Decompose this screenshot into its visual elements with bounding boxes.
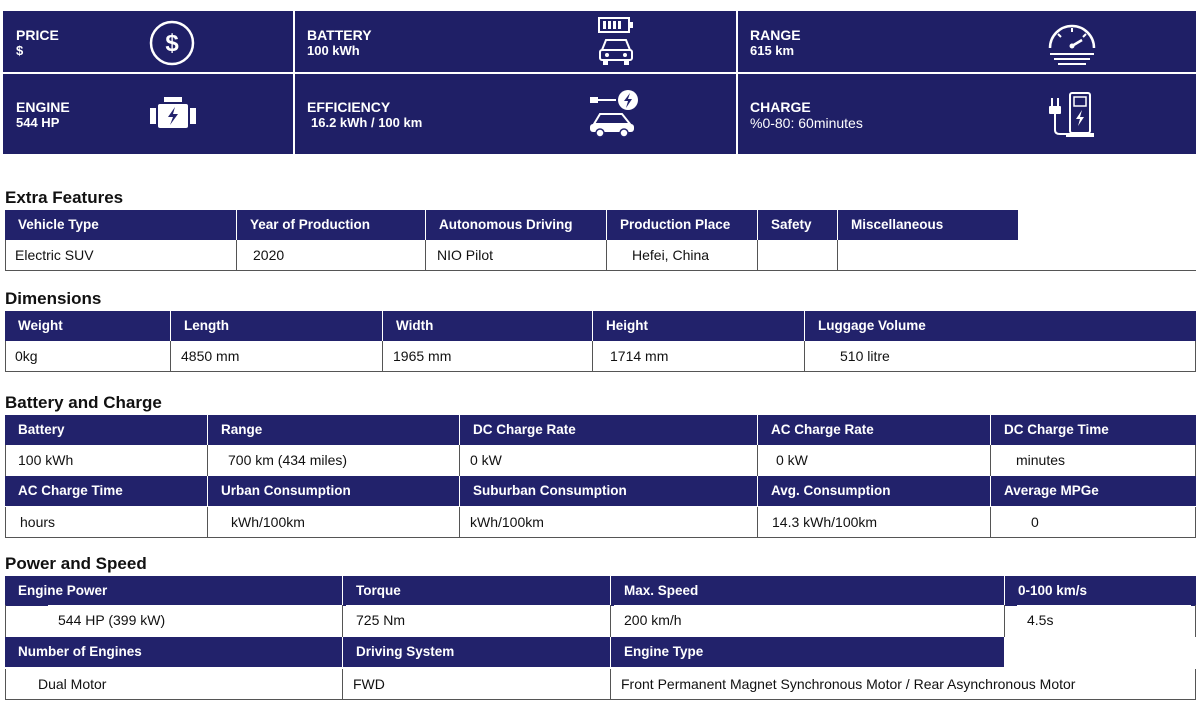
battery-value: 100 kWh <box>307 43 360 58</box>
header-divider <box>459 476 460 507</box>
table-border <box>170 341 171 372</box>
td-dc-charge-rate: 0 kW <box>460 445 757 475</box>
section-title-extra-features: Extra Features <box>5 188 124 207</box>
table-border <box>459 507 460 538</box>
table-border <box>1004 605 1005 637</box>
th-miscellaneous: Miscellaneous <box>838 210 1018 240</box>
th-vehicle-type: Vehicle Type <box>5 210 236 240</box>
table-border <box>757 445 758 476</box>
th-weight: Weight <box>5 311 170 341</box>
td-range: 700 km (434 miles) <box>218 445 459 475</box>
td-suburban-consumption: kWh/100km <box>460 507 757 537</box>
th-autonomous-driving: Autonomous Driving <box>426 210 606 240</box>
td-ac-charge-rate: 0 kW <box>766 445 990 475</box>
table-border <box>425 240 426 271</box>
table-border <box>207 507 208 538</box>
table-border <box>757 240 758 271</box>
header-divider <box>757 476 758 507</box>
th-dc-charge-rate: DC Charge Rate <box>460 415 757 445</box>
battery-label: BATTERY <box>307 27 372 43</box>
section-title-dimensions: Dimensions <box>5 289 102 308</box>
td-torque: 725 Nm <box>346 605 610 635</box>
th-max-speed: Max. Speed <box>611 576 1004 606</box>
header-divider <box>1004 576 1005 605</box>
table-border <box>459 445 460 476</box>
th-year-of-production: Year of Production <box>237 210 425 240</box>
table-border <box>990 445 991 476</box>
price-value: $ <box>16 43 24 58</box>
th-avg-consumption: Avg. Consumption <box>758 476 990 506</box>
section-title-battery-charge: Battery and Charge <box>5 393 162 412</box>
td-length: 4850 mm <box>171 341 382 371</box>
td-weight: 0kg <box>5 341 170 371</box>
table-border <box>1195 341 1196 372</box>
header-divider <box>990 415 991 445</box>
table-border <box>804 341 805 372</box>
th-suburban-consumption: Suburban Consumption <box>460 476 757 506</box>
charge-value: %0-80: 60minutes <box>750 115 863 131</box>
header-divider <box>459 415 460 445</box>
efficiency-value: 16.2 kWh / 100 km <box>311 115 423 130</box>
price-label: PRICE <box>16 27 59 43</box>
td-autonomous-driving: NIO Pilot <box>427 240 606 270</box>
header-divider <box>382 311 383 341</box>
th-engine-power: Engine Power <box>5 576 342 606</box>
header-divider <box>342 637 343 669</box>
td-number-of-engines: Dual Motor <box>28 669 342 699</box>
td-engine-type: Front Permanent Magnet Synchronous Motor / Rear Asynchronous Motor <box>611 669 1191 699</box>
table-border <box>5 669 6 700</box>
table-border <box>1195 507 1196 538</box>
td-production-place: Hefei, China <box>622 240 757 270</box>
td-driving-system: FWD <box>343 669 610 699</box>
td-avg-consumption: 14.3 kWh/100km <box>762 507 990 537</box>
header-divider <box>990 476 991 507</box>
th-ac-charge-time: AC Charge Time <box>5 476 207 506</box>
range-label: RANGE <box>750 27 801 43</box>
td-width: 1965 mm <box>383 341 592 371</box>
td-average-mpge: 0 <box>1021 507 1191 537</box>
banner-divider <box>3 72 1196 74</box>
engine-icon <box>148 94 198 134</box>
header-divider <box>236 210 237 240</box>
header-divider <box>1004 637 1005 669</box>
table-border <box>5 371 1196 372</box>
td-max-speed: 200 km/h <box>614 605 1004 635</box>
engine-value: 544 HP <box>16 115 60 130</box>
th-luggage-volume: Luggage Volume <box>805 311 1196 341</box>
efficiency-label: EFFICIENCY <box>307 99 391 115</box>
header-divider <box>804 311 805 341</box>
table-border <box>837 240 838 271</box>
td-battery: 100 kWh <box>8 445 207 475</box>
td-vehicle-type: Electric SUV <box>5 240 236 270</box>
section-title-power-speed: Power and Speed <box>5 554 147 573</box>
battery-car-icon <box>596 16 636 68</box>
th-number-of-engines: Number of Engines <box>5 637 342 667</box>
th-range: Range <box>208 415 459 445</box>
td-ac-charge-time: hours <box>10 507 207 537</box>
table-border <box>342 669 343 700</box>
table-border <box>342 605 343 637</box>
table-border <box>990 507 991 538</box>
th-0-100: 0-100 km/s <box>1005 576 1196 606</box>
table-border <box>5 445 6 476</box>
th-width: Width <box>383 311 592 341</box>
td-urban-consumption: kWh/100km <box>221 507 459 537</box>
td-engine-power: 544 HP (399 kW) <box>48 605 342 635</box>
th-engine-type: Engine Type <box>611 637 1004 667</box>
svg-text:$: $ <box>165 30 179 57</box>
th-height: Height <box>593 311 804 341</box>
header-divider <box>610 637 611 669</box>
header-divider <box>606 210 607 240</box>
header-divider <box>207 476 208 507</box>
td-luggage-volume: 510 litre <box>830 341 1190 371</box>
table-border <box>610 669 611 700</box>
header-divider <box>757 210 758 240</box>
th-battery: Battery <box>5 415 207 445</box>
charging-station-icon <box>1046 90 1098 140</box>
th-driving-system: Driving System <box>343 637 610 667</box>
table-border <box>610 605 611 637</box>
th-production-place: Production Place <box>607 210 757 240</box>
table-border <box>5 270 1196 271</box>
th-average-mpge: Average MPGe <box>991 476 1196 506</box>
table-border <box>757 507 758 538</box>
banner-divider <box>736 11 738 154</box>
table-border <box>5 537 1196 538</box>
th-length: Length <box>171 311 382 341</box>
th-dc-charge-time: DC Charge Time <box>991 415 1196 445</box>
header-divider <box>425 210 426 240</box>
th-torque: Torque <box>343 576 610 606</box>
header-divider <box>170 311 171 341</box>
banner-divider <box>293 11 295 154</box>
th-ac-charge-rate: AC Charge Rate <box>758 415 990 445</box>
th-urban-consumption: Urban Consumption <box>208 476 459 506</box>
header-divider <box>207 415 208 445</box>
table-border <box>207 445 208 476</box>
speedometer-icon <box>1046 16 1098 68</box>
header-divider <box>610 576 611 605</box>
header-divider <box>837 210 838 240</box>
th-safety: Safety <box>758 210 837 240</box>
header-divider <box>592 311 593 341</box>
td-dc-charge-time: minutes <box>1006 445 1190 475</box>
table-border <box>5 507 6 538</box>
header-divider <box>342 576 343 605</box>
table-border <box>236 240 237 271</box>
table-border <box>5 699 1196 700</box>
td-year-of-production: 2020 <box>243 240 425 270</box>
td-height: 1714 mm <box>600 341 804 371</box>
table-border <box>5 240 6 271</box>
table-border <box>1195 605 1196 637</box>
ev-plug-car-icon <box>586 88 640 138</box>
charge-label: CHARGE <box>750 99 811 115</box>
dollar-circle-icon <box>148 19 196 67</box>
table-border <box>5 605 6 637</box>
engine-label: ENGINE <box>16 99 70 115</box>
table-border <box>382 341 383 372</box>
table-border <box>592 341 593 372</box>
table-border <box>1195 445 1196 476</box>
table-border <box>606 240 607 271</box>
table-border <box>1195 669 1196 700</box>
td-0-100: 4.5s <box>1017 605 1191 635</box>
range-value: 615 km <box>750 43 795 58</box>
table-border <box>5 341 6 372</box>
header-divider <box>757 415 758 445</box>
